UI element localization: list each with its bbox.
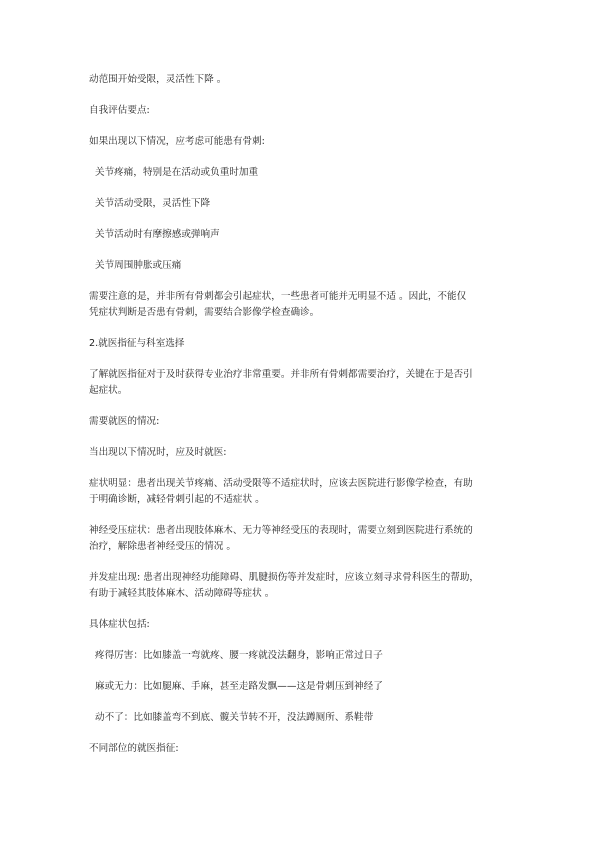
paragraph-line: 凭症状判断是否患有骨刺，需要结合影像学检查确诊。 bbox=[89, 307, 320, 318]
section-heading: 具体症状包括: bbox=[89, 619, 150, 630]
paragraph-line: 如果出现以下情况，应考虑可能患有骨刺: bbox=[89, 136, 265, 147]
paragraph-line: 并发症出现: 患者出现神经功能障碍、肌腱损伤等并发症时，应该立刻寻求骨科医生的帮助， bbox=[89, 572, 480, 583]
paragraph-line: 需要注意的是，并非所有骨刺都会引起症状，一些患者可能并无明显不适 。因此，不能仅 bbox=[89, 291, 467, 302]
list-item: 麻或无力：比如腿麻、手麻，甚至走路发飘——这是骨刺压到神经了 bbox=[95, 681, 383, 692]
paragraph-line: 动范围开始受限，灵活性下降 。 bbox=[89, 74, 227, 85]
paragraph-line: 了解就医指征对于及时获得专业治疗非常重要。并非所有骨刺都需要治疗，关键在于是否引 bbox=[89, 369, 473, 380]
paragraph-line: 当出现以下情况时，应及时就医: bbox=[89, 447, 227, 458]
paragraph-line: 起症状。 bbox=[89, 385, 128, 396]
section-heading: 需要就医的情况: bbox=[89, 416, 160, 427]
list-item: 关节活动时有摩擦感或弹响声 bbox=[95, 229, 220, 240]
list-item: 关节疼痛，特别是在活动或负重时加重 bbox=[95, 167, 259, 178]
paragraph-line: 治疗，解除患者神经受压的情况 。 bbox=[89, 541, 236, 552]
paragraph-line: 症状明显：患者出现关节疼痛、活动受限等不适症状时，应该去医院进行影像学检查，有助 bbox=[89, 478, 473, 489]
paragraph-line: 神经受压症状：患者出现肢体麻木、无力等神经受压的表现时，需要立刻到医院进行系统的 bbox=[89, 525, 473, 536]
section-heading: 自我评估要点: bbox=[89, 105, 150, 116]
list-item: 关节活动受限，灵活性下降 bbox=[95, 198, 211, 209]
paragraph-line: 于明确诊断，减轻骨刺引起的不适症状 。 bbox=[89, 494, 265, 505]
list-item: 动不了：比如膝盖弯不到底、髋关节转不开，没法蹲厕所、系鞋带 bbox=[95, 712, 374, 723]
list-item: 疼得厉害：比如膝盖一弯就疼、腰一疼就没法翻身，影响正常过日子 bbox=[95, 650, 383, 661]
paragraph-line: 有助于减轻其肢体麻木、活动障碍等症状 。 bbox=[89, 588, 275, 599]
list-item: 关节周围肿胀或压痛 bbox=[95, 260, 182, 271]
section-heading: 2.就医指征与科室选择 bbox=[89, 338, 185, 349]
section-heading: 不同部位的就医指征: bbox=[89, 743, 179, 754]
